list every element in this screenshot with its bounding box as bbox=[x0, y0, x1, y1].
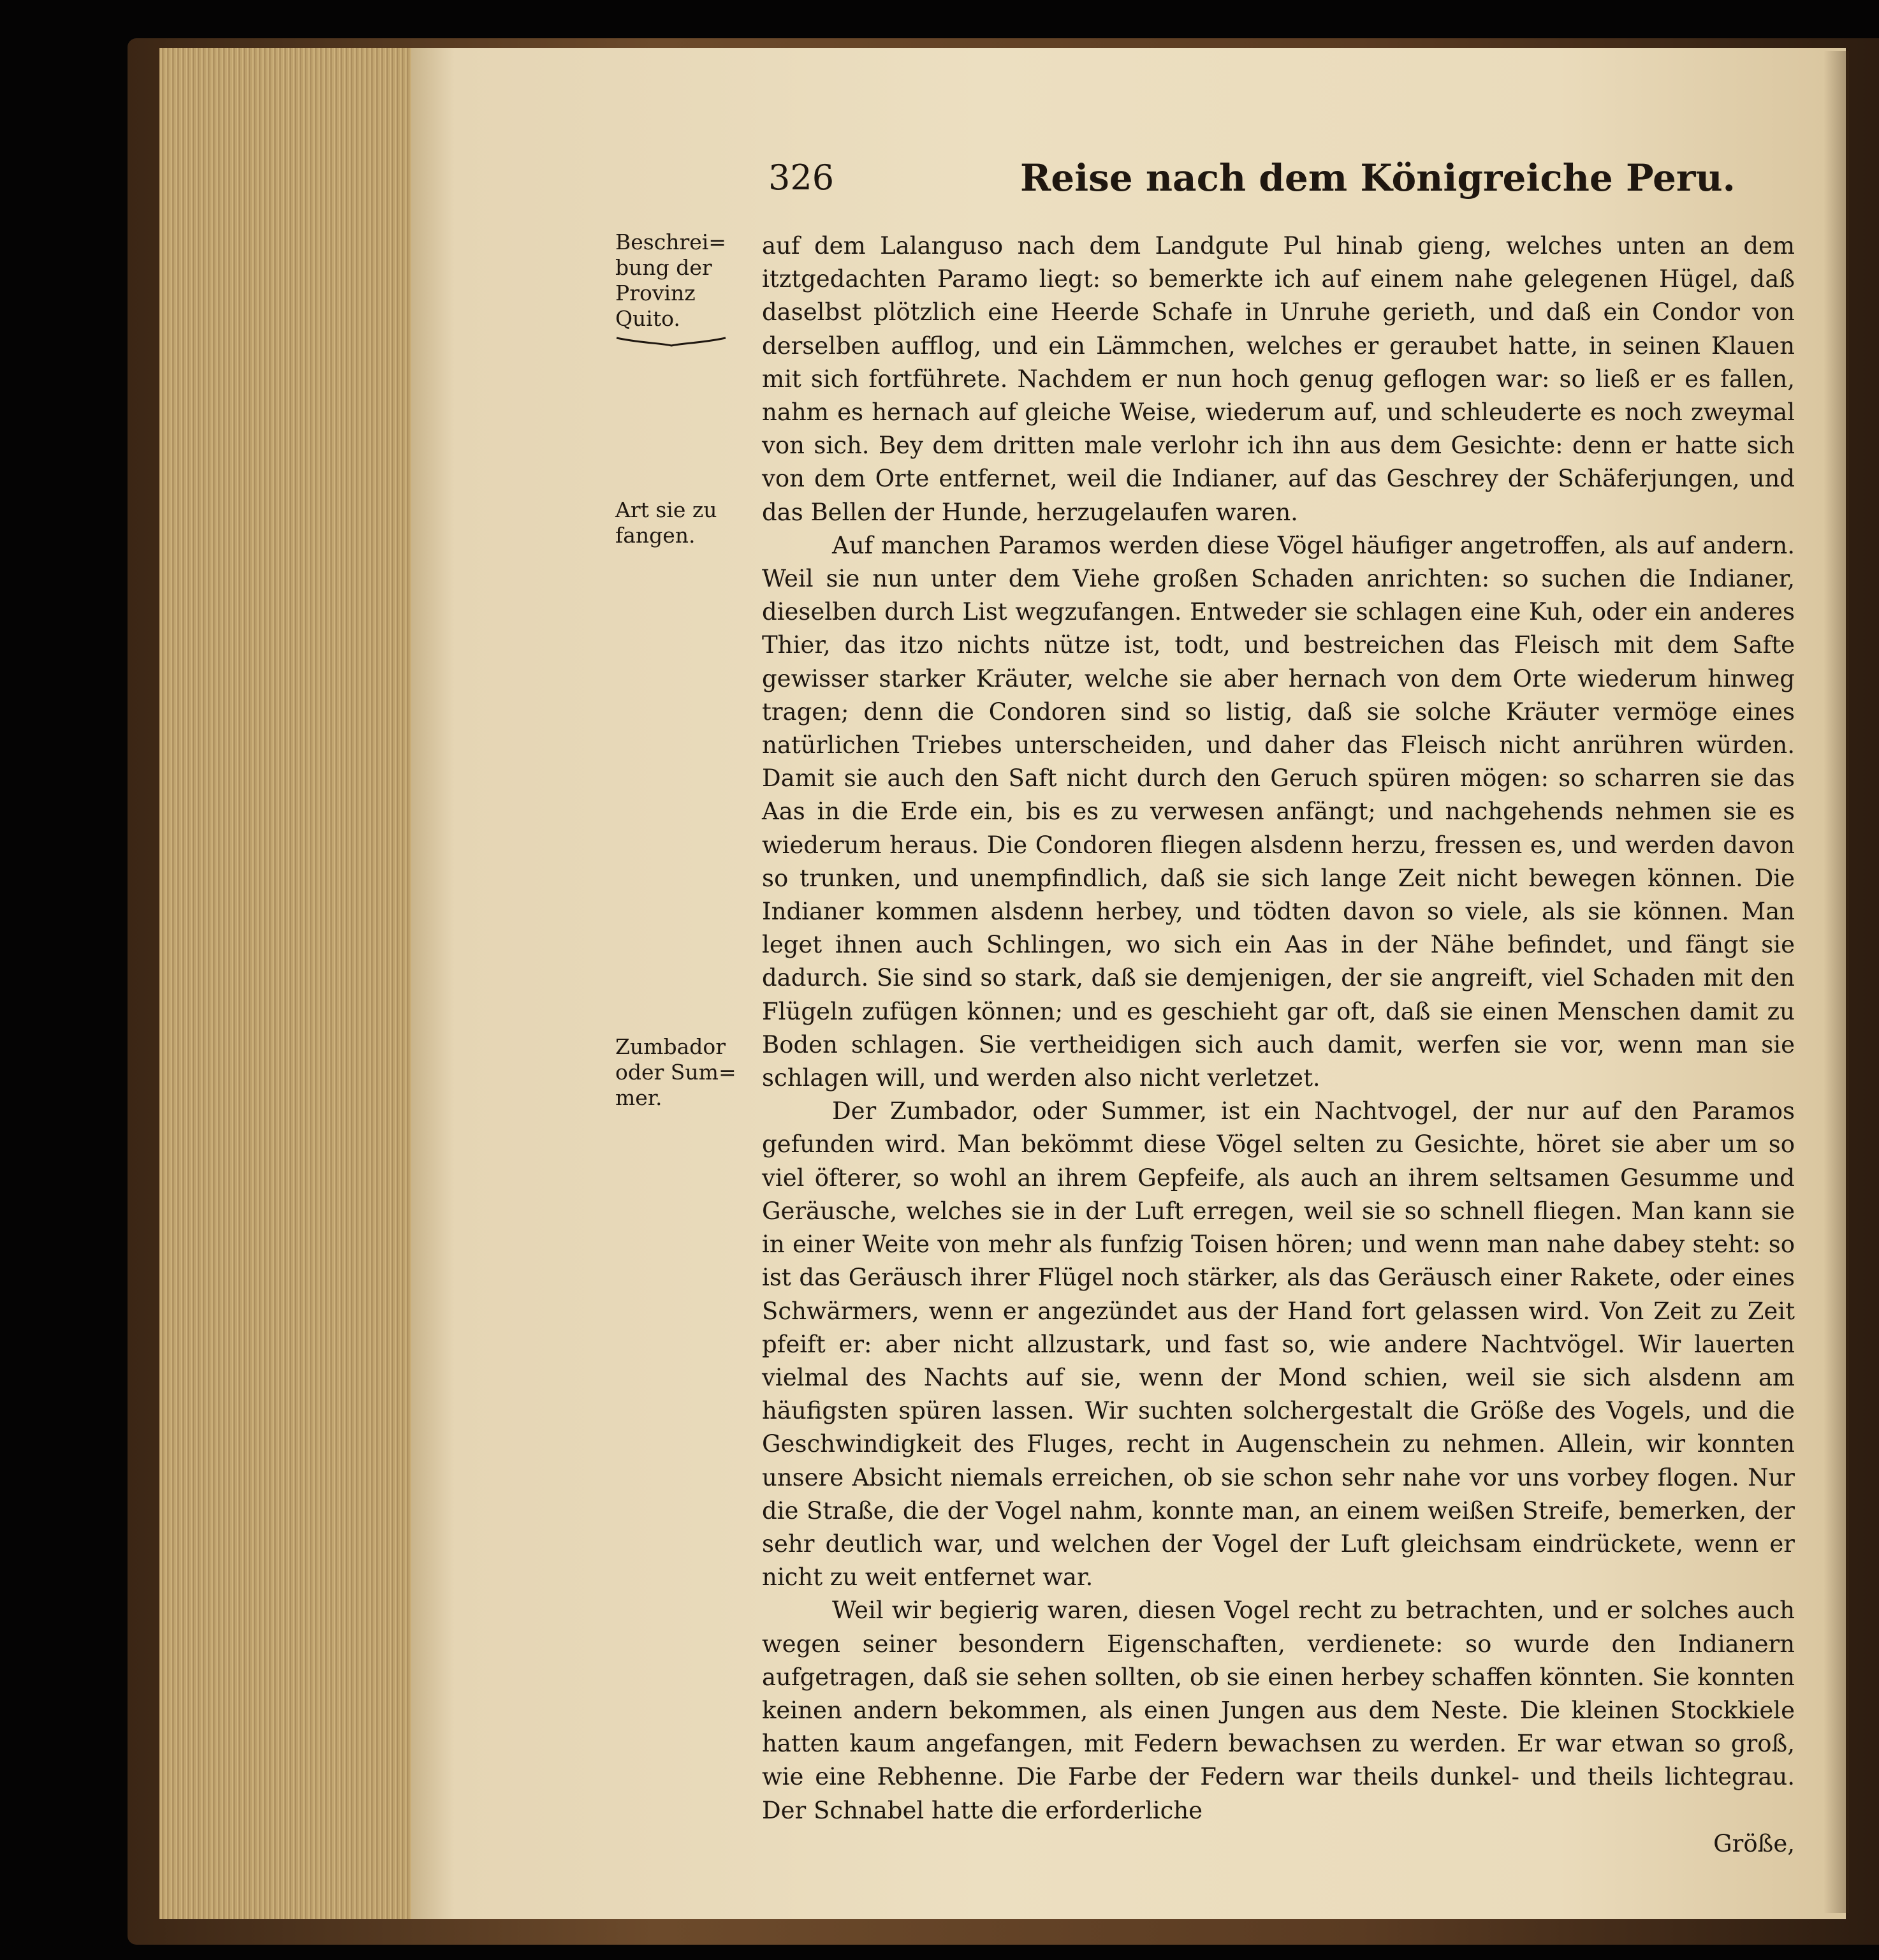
running-title: Reise nach dem Königreiche Peru. bbox=[1020, 156, 1736, 200]
sidenote-zumbador bbox=[615, 1034, 752, 1111]
main-text bbox=[762, 230, 1795, 1861]
sidenote-line: oder Sum= bbox=[615, 1060, 736, 1085]
page-number: 326 bbox=[768, 157, 835, 198]
page-gutter-shadow bbox=[1824, 51, 1849, 1913]
page-edges bbox=[159, 48, 413, 1919]
sidenote-line: Zumbador bbox=[615, 1034, 726, 1059]
sidenote-line: Beschrei= bbox=[615, 230, 726, 254]
sidenote-line: mer. bbox=[615, 1085, 662, 1110]
catchword: Größe, bbox=[1713, 1829, 1795, 1857]
paragraph-young-bird: Weil wir begierig waren, diesen Vogel recht zu betrachten, und er solches auch wegen seiner besondern Eigenschaften, verdienete: so wurde den Indianern aufgetragen, daß sie sehen sollten, ob sie einen herbey schaffen könnten. Sie konnten keinen andern bekommen, als einen Jungen aus dem Neste. Die kleinen Stockkiele hatten kaum angefangen, mit Federn bewachsen zu werden. Er war etwan so groß, wie eine Rebhenne. Die Farbe der Federn war theils dunkel- und theils lichtegrau. Der Schnabel hatte die erforderliche bbox=[762, 1597, 1795, 1824]
bracket-flourish bbox=[615, 334, 727, 348]
paragraph-zumbador: Der Zumbador, oder Summer, ist ein Nachtvogel, der nur auf den Paramos gefunden wird. Man bekömmt diese Vögel selten zu Gesichte, höret sie aber um so viel öfterer, so wohl an ihrem Gepfeife, als auch an ihrem seltsamen Gesumme und Geräusche, welches sie in der Luft erregen, weil sie so schnell fliegen. Man kann sie in einer Weite von mehr als funfzig Toisen hören; und wenn man nahe dabey steht: so ist das Geräusch ihrer Flügel noch stärker, als das Geräusch einer Rakete, oder eines Schwärmers, wenn er angezündet aus der Hand fort gelassen wird. Von Zeit zu Zeit pfeift er: aber nicht allzustark, und fast so, wie andere Nachtvögel. Wir lauerten vielmal des Nachts auf sie, wenn der Mond schien, weil sie sich alsdenn am häufigsten spüren lassen. Wir suchten solchergestalt die Größe des Vogels, und die Geschwindigkeit des Fluges, recht in Augenschein zu nehmen. Allein, wir konnten unsere Absicht niemals erreichen, ob sie schon sehr nahe vor uns vorbey flogen. Nur die Straße, die der Vogel nahm, konnte man, an einem weißen Streife, bemerken, der sehr deutlich war, und welchen der Vogel der Luft gleichsam eindrückete, wenn er nicht zu weit entfernet war. bbox=[762, 1097, 1795, 1591]
sidenote-line: Art sie zu bbox=[615, 497, 717, 522]
sidenote-line: fangen. bbox=[615, 523, 696, 548]
sidenote-line: Quito. bbox=[615, 306, 680, 331]
sidenote-province-quito bbox=[615, 230, 752, 348]
sidenote-how-to-catch bbox=[615, 497, 752, 548]
paragraph-condor-lamb: auf dem Lalanguso nach dem Landgute Pul hinab gieng, welches unten an dem itztgedachten Paramo liegt: so bemerkte ich auf einem nahe gelegenen Hügel, daß daselbst plötzlich eine Heerde Schafe in Unruhe gerieth, und daß ein Condor von derselben aufflog, und ein Lämmchen, welches er geraubet hatte, in seinen Klauen mit sich fortführete. Nachdem er nun hoch genug geflogen war: so ließ er es fallen, nahm es hernach auf gleiche Weise, wiederum auf, und schleuderte es noch zweymal von sich. Bey dem dritten male verlohr ich ihn aus dem Gesichte: denn er hatte sich von dem Orte entfernet, weil die Indianer, auf das Geschrey der Schäferjungen, und das Bellen der Hunde, herzugelaufen waren. bbox=[762, 232, 1795, 526]
sidenote-line: bung der bbox=[615, 255, 712, 280]
paragraph-catching-condors: Auf manchen Paramos werden diese Vögel häufiger angetroffen, als auf andern. Weil sie nun unter dem Viehe großen Schaden anrichten: so suchen die Indianer, dieselben durch List wegzufangen. Entweder sie schlagen eine Kuh, oder ein anderes Thier, das itzo nichts nütze ist, todt, und bestreichen das Fleisch mit dem Safte gewisser starker Kräuter, welche sie aber hernach von dem Orte wiederum hinweg tragen; denn die Condoren sind so listig, daß sie solche Kräuter vermöge eines natürlichen Triebes unterscheiden, und daher das Fleisch nicht anrühren würden. Damit sie auch den Saft nicht durch den Geruch spüren mögen: so scharren sie das Aas in die Erde ein, bis es zu verwesen anfängt; und nachgehends nehmen sie es wiederum heraus. Die Condoren fliegen alsdenn herzu, fressen es, und werden davon so trunken, und unempfindlich, daß sie sich lange Zeit nicht bewegen können. Die Indianer kommen alsdenn herbey, und tödten davon so viele, als sie können. Man leget ihnen auch Schlingen, wo sich ein Aas in der Nähe befindet, und fängt sie dadurch. Sie sind so stark, daß sie demjenigen, der sie angreift, viel Schaden mit den Flügeln zufügen können; und es geschieht gar oft, daß sie einen Menschen damit zu Boden schlagen. Sie vertheidigen sich auch damit, werfen sie vor, wenn man sie schlagen will, und werden also nicht verletzet. bbox=[762, 531, 1795, 1092]
sidenote-line: Provinz bbox=[615, 281, 696, 305]
